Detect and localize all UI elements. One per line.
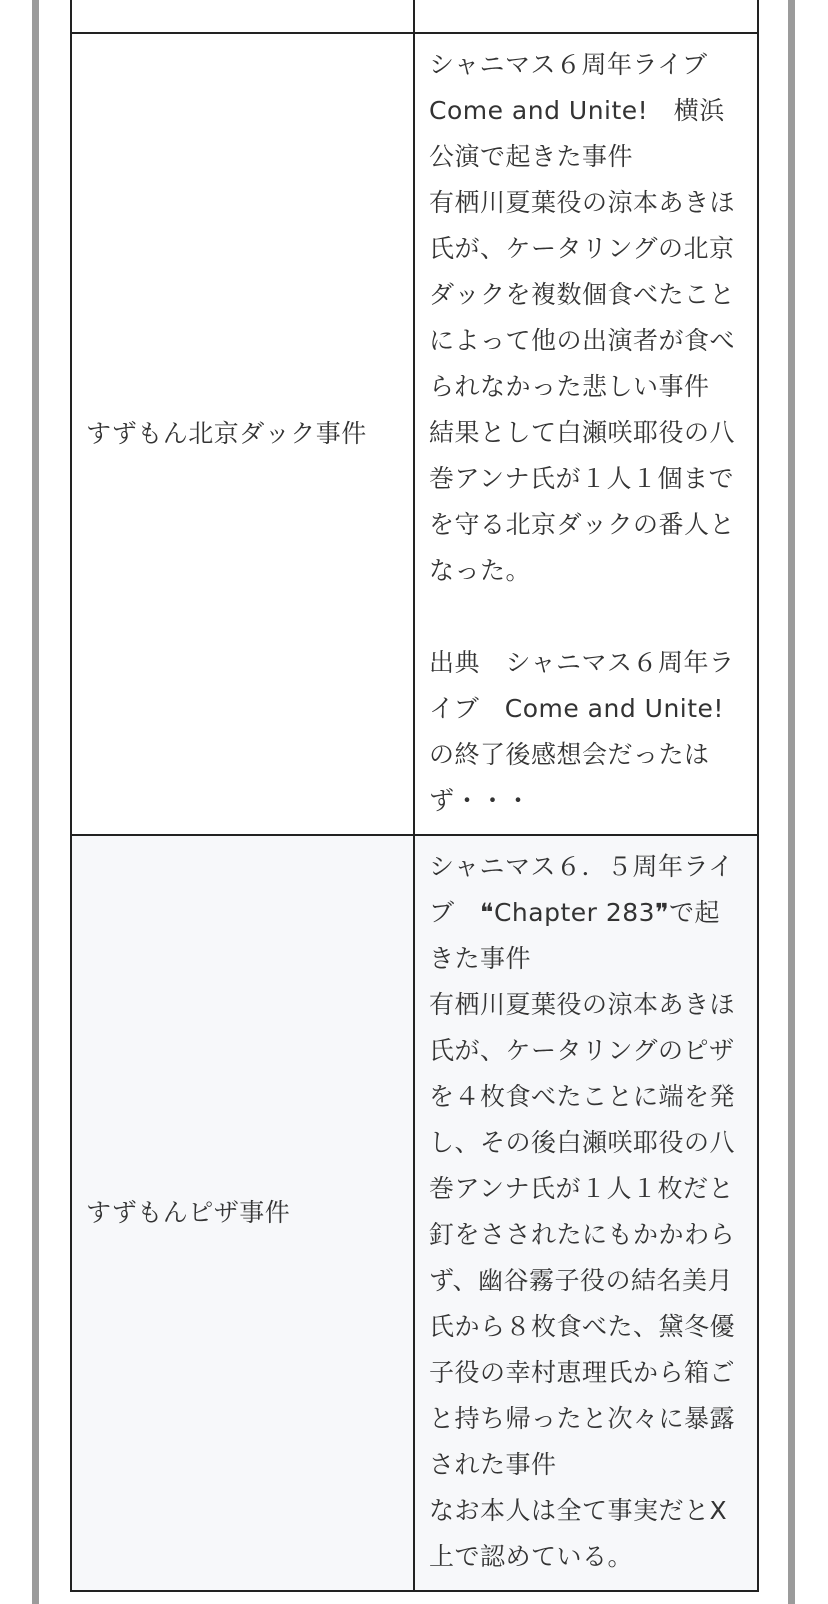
desc-line: シャニマス６．５周年ライ [429,852,734,881]
table-row [72,836,759,1592]
description-cell [415,836,759,1590]
desc-line: られなかった悲しい事件 [429,372,710,401]
blank-line [429,594,743,640]
term-cell-previous [72,0,415,32]
desc-line: ず、幽谷霧子役の結名美月 [429,1266,734,1295]
source-line: ず・・・ [429,786,532,815]
source-line: の終了後感想会だったは [429,740,710,769]
desc-cell-previous [415,0,759,32]
desc-line: 子役の幸村恵理氏から箱ご [429,1358,736,1387]
desc-line: し、その後白瀬咲耶役の八 [429,1128,736,1157]
desc-line: を４枚食べたことに端を発 [429,1082,736,1111]
desc-line: された事件 [429,1450,557,1479]
desc-line: 有栖川夏葉役の涼本あきほ [429,188,736,217]
term-cell [72,836,415,1590]
desc-line: 巻アンナ氏が１人１個まで [429,464,735,493]
source-line: 出典 シャニマス６周年ラ [429,648,735,677]
desc-line: きた事件 [429,944,532,973]
desc-line: 氏が、ケータリングのピザ [429,1036,735,1065]
description-cell [415,34,759,834]
desc-line: なった。 [429,556,532,585]
desc-line: ダックを複数個食べたこと [429,280,736,309]
left-side-rule [32,0,39,1604]
desc-line: 氏から８枚食べた、黛冬優 [429,1312,736,1341]
table-row [72,34,759,836]
desc-line: を守る北京ダックの番人と [429,510,736,539]
term-cell [72,34,415,834]
term-text: すずもんピザ事件 [86,1198,291,1227]
desc-line: と持ち帰ったと次々に暴露 [429,1404,736,1433]
desc-line: Come and Unite! 横浜 [429,96,725,125]
table-row-previous [72,0,759,34]
desc-line: 巻アンナ氏が１人１枚だと [429,1174,735,1203]
glossary-table [70,0,759,1592]
desc-line: 氏が、ケータリングの北京 [429,234,735,263]
desc-line: 有栖川夏葉役の涼本あきほ [429,990,736,1019]
desc-line: 釘をさされたにもかかわら [429,1220,736,1249]
desc-line: 上で認めている。 [429,1542,634,1571]
desc-line: 公演で起きた事件 [429,142,634,171]
desc-line: なお本人は全て事実だとX [429,1496,728,1525]
term-text: すずもん北京ダック事件 [86,419,367,448]
desc-line: によって他の出演者が食べ [429,326,736,355]
desc-line: ブ ❝Chapter 283❞で起 [429,898,721,927]
source-line: イブ Come and Unite! [429,694,724,723]
right-side-rule [788,0,795,1604]
desc-line: シャニマス６周年ライブ [429,50,708,79]
desc-line: 結果として白瀬咲耶役の八 [429,418,736,447]
